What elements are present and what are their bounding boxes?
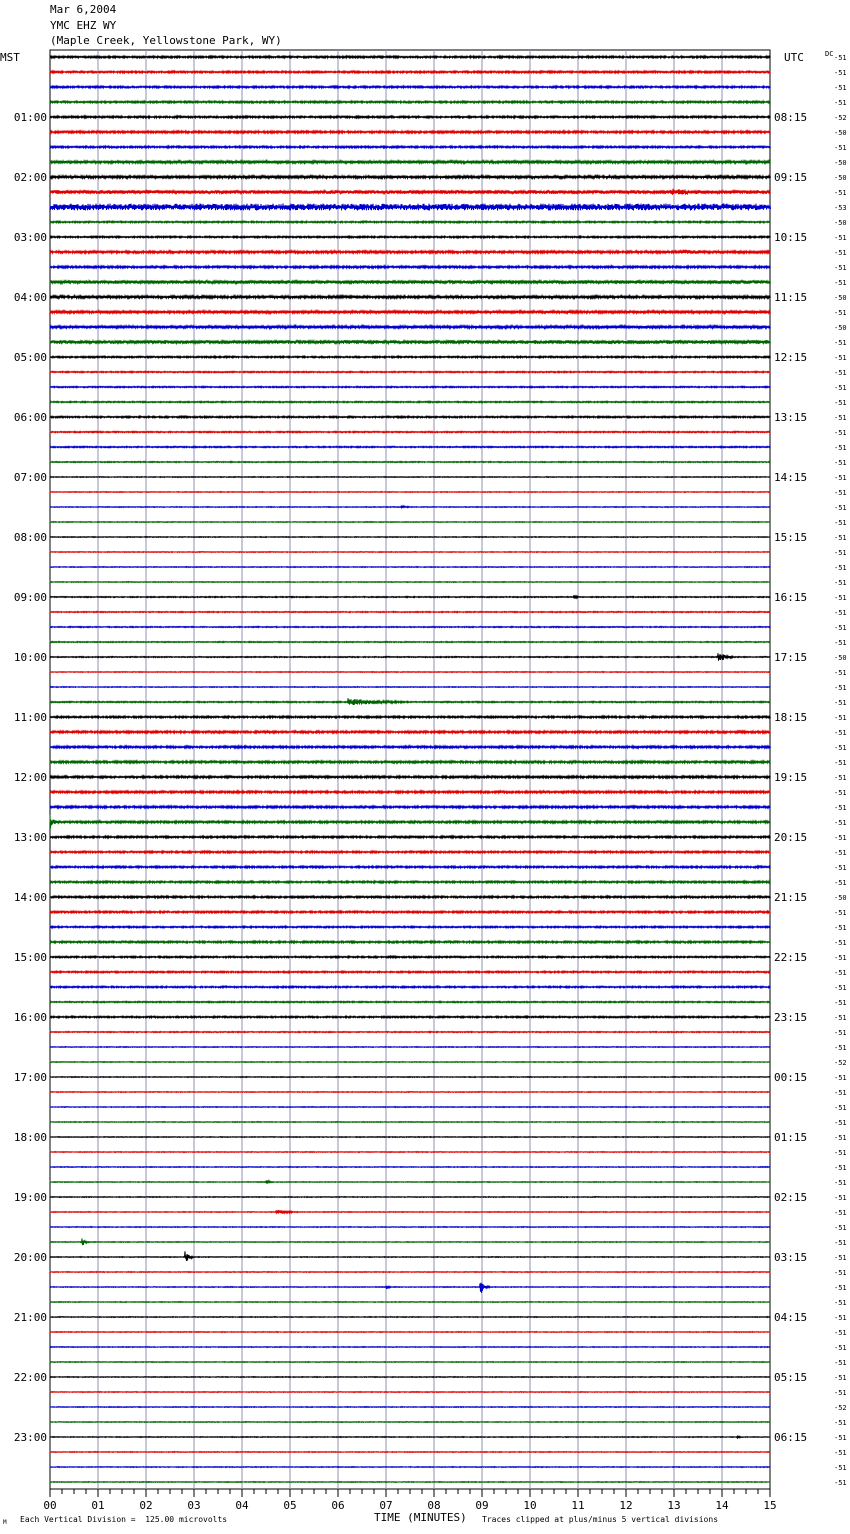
trace-line — [50, 146, 771, 148]
dc-offset-label: -51 — [834, 534, 847, 542]
dc-offset-label: -51 — [834, 759, 847, 767]
footer-scale-note: Each Vertical Division = 125.00 microvolts — [20, 1515, 228, 1524]
hour-label-left: 15:00 — [13, 951, 47, 964]
dc-offset-label: -50 — [834, 294, 847, 302]
timezone-label-right: UTC — [784, 51, 804, 64]
dc-offset-label: -51 — [834, 429, 847, 437]
dc-offset-label: -51 — [834, 1119, 847, 1127]
dc-offset-label: -51 — [834, 1239, 847, 1247]
hour-label-left: 13:00 — [13, 831, 47, 844]
dc-header-label: DC — [825, 50, 834, 58]
dc-offset-label: -51 — [834, 1344, 847, 1352]
hour-label-left: 06:00 — [13, 411, 47, 424]
trace-line — [50, 1467, 771, 1468]
trace-line — [50, 537, 771, 538]
trace-line — [50, 1137, 771, 1138]
hour-label-left: 05:00 — [13, 351, 47, 364]
trace-line — [50, 806, 771, 808]
hour-label-right: 10:15 — [774, 231, 808, 244]
trace-line — [50, 1302, 771, 1303]
x-tick-label: 00 — [43, 1499, 57, 1512]
dc-offset-label: -51 — [834, 1254, 847, 1262]
dc-offset-label: -51 — [834, 399, 847, 407]
hour-label-left: 01:00 — [13, 111, 47, 124]
dc-offset-label: -51 — [834, 699, 847, 707]
dc-offset-label: -51 — [834, 1269, 847, 1277]
trace-line — [50, 582, 771, 583]
dc-offset-label: -52 — [834, 114, 847, 122]
dc-offset-label: -51 — [834, 819, 847, 827]
trace-line — [50, 492, 771, 493]
trace-line — [50, 791, 771, 793]
hour-label-left: 16:00 — [13, 1011, 47, 1024]
trace-line — [50, 416, 771, 418]
dc-offset-label: -51 — [834, 909, 847, 917]
trace-line — [50, 1272, 771, 1273]
dc-offset-label: -51 — [834, 144, 847, 152]
dc-offset-label: -51 — [834, 1209, 847, 1217]
hour-label-left: 07:00 — [13, 471, 47, 484]
trace-line — [50, 1152, 771, 1153]
trace-line — [50, 371, 771, 372]
x-tick-label: 02 — [139, 1499, 153, 1512]
trace-line — [50, 326, 771, 329]
trace-line — [50, 221, 771, 223]
trace-line — [50, 1283, 771, 1293]
dc-offset-label: -51 — [834, 1179, 847, 1187]
trace-line — [50, 1092, 771, 1093]
trace-line — [50, 1181, 771, 1184]
dc-offset-label: -51 — [834, 189, 847, 197]
hour-label-right: 19:15 — [774, 771, 808, 784]
dc-offset-label: -51 — [834, 639, 847, 647]
dc-offset-label: -50 — [834, 654, 847, 662]
trace-line — [50, 101, 771, 103]
hour-label-right: 18:15 — [774, 711, 808, 724]
dc-offset-label: -51 — [834, 54, 847, 62]
hour-label-left: 23:00 — [13, 1431, 47, 1444]
trace-line — [50, 1347, 771, 1348]
trace-line — [50, 746, 771, 748]
hour-label-right: 20:15 — [774, 831, 808, 844]
hour-label-right: 13:15 — [774, 411, 808, 424]
trace-line — [50, 1032, 771, 1033]
dc-offset-label: -51 — [834, 924, 847, 932]
x-tick-label: 03 — [187, 1499, 201, 1512]
dc-offset-label: -51 — [834, 939, 847, 947]
hour-label-left: 02:00 — [13, 171, 47, 184]
x-axis-title: TIME (MINUTES) — [374, 1511, 467, 1524]
dc-offset-label: -51 — [834, 1149, 847, 1157]
dc-offset-label: -51 — [834, 729, 847, 737]
dc-offset-label: -51 — [834, 279, 847, 287]
hour-label-left: 19:00 — [13, 1191, 47, 1204]
dc-offset-label: -51 — [834, 1449, 847, 1457]
trace-line — [50, 1482, 771, 1483]
trace-line — [50, 1251, 771, 1261]
header-station: YMC EHZ WY — [50, 19, 117, 32]
hour-label-left: 10:00 — [13, 651, 47, 664]
trace-line — [50, 522, 771, 523]
hour-label-right: 14:15 — [774, 471, 808, 484]
hour-label-right: 08:15 — [774, 111, 808, 124]
x-tick-label: 08 — [427, 1499, 441, 1512]
hour-label-right: 05:15 — [774, 1371, 808, 1384]
dc-offset-label: -51 — [834, 879, 847, 887]
dc-offset-label: -51 — [834, 1359, 847, 1367]
trace-line — [50, 131, 771, 133]
dc-offset-label: -51 — [834, 354, 847, 362]
trace-line — [50, 1210, 771, 1214]
dc-offset-label: -51 — [834, 489, 847, 497]
dc-offset-label: -51 — [834, 1089, 847, 1097]
hour-label-right: 02:15 — [774, 1191, 808, 1204]
trace-line — [50, 1227, 771, 1228]
dc-offset-label: -51 — [834, 774, 847, 782]
trace-line — [50, 401, 771, 402]
trace-line — [50, 1122, 771, 1123]
dc-offset-label: -51 — [834, 804, 847, 812]
trace-line — [50, 1016, 771, 1018]
hour-label-right: 17:15 — [774, 651, 808, 664]
footer-clip-note: Traces clipped at plus/minus 5 vertical divisions — [482, 1515, 719, 1524]
dc-offset-label: -51 — [834, 1224, 847, 1232]
hour-label-left: 18:00 — [13, 1131, 47, 1144]
dc-offset-label: -51 — [834, 444, 847, 452]
trace-line — [50, 1362, 771, 1363]
trace-line — [50, 815, 771, 828]
trace-line — [50, 941, 771, 943]
trace-line — [50, 672, 771, 673]
hour-label-right: 04:15 — [774, 1311, 808, 1324]
dc-offset-label: -51 — [834, 1029, 847, 1037]
dc-offset-label: -51 — [834, 99, 847, 107]
dc-offset-label: -51 — [834, 519, 847, 527]
dc-offset-label: -51 — [834, 384, 847, 392]
trace-line — [50, 1332, 771, 1333]
timezone-label-left: MST — [0, 51, 20, 64]
dc-offset-label: -51 — [834, 1194, 847, 1202]
hour-label-right: 01:15 — [774, 1131, 808, 1144]
dc-offset-label: -51 — [834, 1074, 847, 1082]
trace-line — [50, 731, 771, 733]
dc-offset-label: -51 — [834, 1479, 847, 1487]
dc-offset-label: -51 — [834, 564, 847, 572]
header-location: (Maple Creek, Yellowstone Park, WY) — [50, 34, 282, 47]
footer-corner-mark: M — [3, 1519, 7, 1526]
x-tick-label: 06 — [331, 1499, 345, 1512]
dc-offset-label: -51 — [834, 1374, 847, 1382]
x-tick-label: 01 — [91, 1499, 105, 1512]
trace-line — [50, 698, 771, 705]
dc-offset-label: -51 — [834, 684, 847, 692]
trace-line — [50, 189, 771, 195]
trace-line — [50, 1377, 771, 1378]
hour-label-left: 12:00 — [13, 771, 47, 784]
trace-line — [50, 836, 771, 838]
dc-offset-label: -51 — [834, 234, 847, 242]
dc-offset-label: -50 — [834, 219, 847, 227]
dc-offset-label: -51 — [834, 984, 847, 992]
trace-line — [50, 1392, 771, 1393]
trace-line — [50, 653, 771, 661]
trace-line — [50, 956, 771, 958]
trace-line — [50, 1238, 771, 1245]
dc-offset-label: -51 — [834, 1329, 847, 1337]
hour-label-left: 09:00 — [13, 591, 47, 604]
dc-offset-label: -51 — [834, 264, 847, 272]
dc-offset-label: -51 — [834, 549, 847, 557]
trace-line — [50, 386, 771, 387]
dc-offset-label: -52 — [834, 1404, 847, 1412]
trace-line — [50, 687, 771, 688]
dc-offset-label: -51 — [834, 834, 847, 842]
dc-offset-label: -50 — [834, 894, 847, 902]
dc-offset-label: -51 — [834, 474, 847, 482]
trace-line — [50, 552, 771, 553]
trace-line — [50, 881, 771, 883]
x-tick-label: 11 — [571, 1499, 585, 1512]
trace-line — [50, 280, 771, 283]
trace-line — [50, 1001, 771, 1002]
trace-line — [50, 971, 771, 973]
trace-line — [50, 627, 771, 628]
dc-offset-label: -51 — [834, 954, 847, 962]
dc-offset-label: -50 — [834, 324, 847, 332]
trace-line — [50, 161, 771, 164]
dc-offset-label: -51 — [834, 309, 847, 317]
dc-offset-label: -50 — [834, 159, 847, 167]
trace-line — [50, 1317, 771, 1318]
trace-line — [50, 250, 771, 254]
trace-line — [50, 1436, 771, 1438]
x-tick-label: 13 — [667, 1499, 681, 1512]
dc-offset-label: -51 — [834, 1014, 847, 1022]
hour-label-left: 20:00 — [13, 1251, 47, 1264]
header-date: Mar 6,2004 — [50, 3, 117, 16]
hour-label-right: 09:15 — [774, 171, 808, 184]
dc-offset-label: -51 — [834, 84, 847, 92]
x-tick-label: 07 — [379, 1499, 393, 1512]
trace-line — [50, 612, 771, 613]
hour-label-right: 00:15 — [774, 1071, 808, 1084]
dc-offset-label: -51 — [834, 1434, 847, 1442]
x-tick-label: 04 — [235, 1499, 249, 1512]
trace-line — [50, 176, 771, 179]
x-tick-label: 15 — [763, 1499, 777, 1512]
trace-line — [50, 1077, 771, 1078]
hour-label-left: 14:00 — [13, 891, 47, 904]
hour-label-left: 22:00 — [13, 1371, 47, 1384]
trace-line — [50, 1197, 771, 1198]
hour-label-left: 21:00 — [13, 1311, 47, 1324]
trace-line — [50, 866, 771, 868]
hour-label-right: 03:15 — [774, 1251, 808, 1264]
hour-label-right: 16:15 — [774, 591, 808, 604]
trace-line — [50, 1107, 771, 1108]
trace-line — [50, 716, 771, 718]
hour-label-right: 21:15 — [774, 891, 808, 904]
dc-offset-label: -51 — [834, 69, 847, 77]
dc-offset-label: -50 — [834, 174, 847, 182]
dc-offset-label: -51 — [834, 969, 847, 977]
dc-offset-label: -51 — [834, 624, 847, 632]
dc-offset-label: -51 — [834, 414, 847, 422]
trace-line — [50, 896, 771, 898]
trace-line — [50, 356, 771, 358]
dc-offset-label: -51 — [834, 744, 847, 752]
hour-label-left: 04:00 — [13, 291, 47, 304]
trace-line — [50, 116, 771, 118]
trace-line — [50, 446, 771, 447]
hour-label-left: 08:00 — [13, 531, 47, 544]
trace-line — [50, 1047, 771, 1048]
hour-label-right: 12:15 — [774, 351, 808, 364]
hour-label-right: 22:15 — [774, 951, 808, 964]
dc-offset-label: -51 — [834, 579, 847, 587]
hour-label-right: 11:15 — [774, 291, 808, 304]
dc-offset-label: -51 — [834, 459, 847, 467]
dc-offset-label: -51 — [834, 1464, 847, 1472]
hour-label-left: 03:00 — [13, 231, 47, 244]
trace-line — [50, 1452, 771, 1453]
dc-offset-label: -51 — [834, 594, 847, 602]
dc-offset-label: -51 — [834, 609, 847, 617]
dc-offset-label: -51 — [834, 1314, 847, 1322]
dc-offset-label: -50 — [834, 129, 847, 137]
dc-offset-label: -51 — [834, 1299, 847, 1307]
dc-offset-label: -51 — [834, 1389, 847, 1397]
trace-line — [50, 851, 771, 853]
trace-line — [50, 86, 771, 88]
dc-offset-label: -51 — [834, 1284, 847, 1292]
trace-line — [50, 595, 771, 598]
x-tick-label: 12 — [619, 1499, 633, 1512]
trace-line — [50, 204, 771, 211]
trace-line — [50, 311, 771, 314]
trace-line — [50, 1062, 771, 1063]
x-tick-label: 14 — [715, 1499, 729, 1512]
dc-offset-label: -51 — [834, 339, 847, 347]
trace-line — [50, 986, 771, 988]
dc-offset-label: -51 — [834, 714, 847, 722]
hour-label-right: 15:15 — [774, 531, 808, 544]
trace-line — [50, 1422, 771, 1423]
hour-label-right: 06:15 — [774, 1431, 808, 1444]
dc-offset-label: -51 — [834, 849, 847, 857]
trace-line — [50, 1167, 771, 1168]
hour-label-left: 11:00 — [13, 711, 47, 724]
hour-label-left: 17:00 — [13, 1071, 47, 1084]
trace-line — [50, 506, 771, 509]
hour-label-right: 23:15 — [774, 1011, 808, 1024]
dc-offset-label: -51 — [834, 864, 847, 872]
dc-offset-label: -51 — [834, 1164, 847, 1172]
dc-offset-label: -53 — [834, 204, 847, 212]
trace-line — [50, 462, 771, 463]
trace-line — [50, 761, 771, 763]
trace-line — [50, 71, 771, 73]
dc-offset-label: -51 — [834, 1104, 847, 1112]
trace-line — [50, 642, 771, 643]
trace-line — [50, 340, 771, 344]
dc-offset-label: -52 — [834, 1059, 847, 1067]
dc-offset-label: -51 — [834, 789, 847, 797]
dc-offset-label: -51 — [834, 369, 847, 377]
trace-line — [50, 431, 771, 432]
dc-offset-label: -51 — [834, 504, 847, 512]
x-tick-label: 10 — [523, 1499, 537, 1512]
trace-line — [50, 296, 771, 299]
dc-offset-label: -51 — [834, 669, 847, 677]
trace-line — [50, 567, 771, 568]
x-tick-label: 09 — [475, 1499, 489, 1512]
dc-offset-label: -51 — [834, 249, 847, 257]
dc-offset-label: -51 — [834, 1419, 847, 1427]
dc-offset-label: -51 — [834, 1044, 847, 1052]
trace-line — [50, 266, 771, 268]
x-tick-label: 05 — [283, 1499, 297, 1512]
trace-line — [50, 236, 771, 238]
trace-line — [50, 56, 771, 58]
trace-line — [50, 776, 771, 778]
trace-line — [50, 926, 771, 928]
trace-line — [50, 1407, 771, 1408]
trace-line — [50, 911, 771, 913]
dc-offset-label: -51 — [834, 1134, 847, 1142]
trace-line — [50, 477, 771, 478]
dc-offset-label: -51 — [834, 999, 847, 1007]
